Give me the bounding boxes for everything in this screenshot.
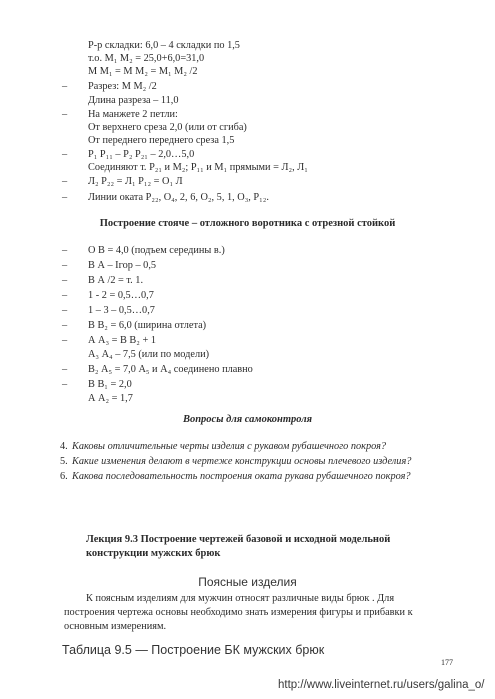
text-line: т.о. М₁ М₂ = 25,0+6,0=31,0 <box>88 53 205 64</box>
text-line: Линии оката Р₂₂, О₄, 2, 6, О₂, 5, 1, О₃, Р₁₂. <box>88 192 269 203</box>
question-number: 5. <box>60 456 68 467</box>
lecture-heading-line1: Лекция 9.3 Построение чертежей базовой и исходной модельной <box>86 534 391 545</box>
bullet-dash: – <box>62 305 68 316</box>
bullet-dash: – <box>62 149 68 160</box>
text-line: 1 – 3 – 0,5…0,7 <box>88 305 155 316</box>
collar-heading: Построение стояче – отложного воротника с отрезной стойкой <box>99 218 396 229</box>
bullet-dash: – <box>62 335 68 346</box>
text-line: В В₁ = 2,0 <box>88 379 132 390</box>
bullet-dash: – <box>62 176 68 187</box>
text-line: Р-р складки: 6,0 – 4 складки по 1,5 <box>88 40 240 51</box>
text-line: М М₁ = М М₂ = М₁ М₂ /2 <box>88 66 198 77</box>
bullet-dash: – <box>62 81 68 92</box>
text-line: Л₂ Р₂₂ = Л₁ Р₁₂ = О₁ Л <box>88 176 183 187</box>
bullet-dash: – <box>62 379 68 390</box>
question-text: Какие изменения делают в чертеже конструкции основы плечевого изделия? <box>72 456 412 467</box>
bullet-dash: – <box>62 109 68 120</box>
text-line: К поясным изделиям для мужчин относят различные виды брюк . Для <box>86 593 395 604</box>
text-line: От верхнего среза 2,0 (или от сгиба) <box>88 122 247 133</box>
page-number: 177 <box>441 658 453 667</box>
text-line: В₂ А₅ = 7,0 А₅ и А₄ соединено плавно <box>88 364 253 375</box>
text-line: 1 - 2 = 0,5…0,7 <box>88 290 154 301</box>
table-title: Таблица 9.5 — Построение БК мужских брюк <box>62 643 325 657</box>
text-line: О В = 4,0 (подъем середины в.) <box>88 245 225 256</box>
text-line: А А₂ = 1,7 <box>88 393 133 404</box>
section-title: Поясные изделия <box>198 575 297 589</box>
bullet-dash: – <box>62 290 68 301</box>
bullet-dash: – <box>62 260 68 271</box>
text-line: В А /2 = т. 1. <box>88 275 144 286</box>
text-line: В В₂ = 6,0 (ширина отлета) <box>88 320 207 331</box>
question-text: Какова последовательность построения оката рукава рубашечного покроя? <box>72 471 411 482</box>
text-line: Соединяют т. Р₂₁ и М₂; Р₁₁ и М₁ прямыми = Л₂, Л₁ <box>88 162 308 173</box>
footer-url[interactable]: http://www.liveinternet.ru/users/galina_o/ <box>278 679 485 691</box>
bullet-dash: – <box>62 275 68 286</box>
question-number: 4. <box>60 441 68 452</box>
questions-heading: Вопросы для самоконтроля <box>182 414 313 425</box>
question-text: Каковы отличительные черты изделия с рукавом рубашечного покроя? <box>72 441 387 452</box>
bullet-dash: – <box>62 192 68 203</box>
text-line: А А₃ = В В₂ + 1 <box>88 335 156 346</box>
text-line: В А – Iгор – 0,5 <box>88 260 157 271</box>
bullet-dash: – <box>62 320 68 331</box>
text-line: основным измерениям. <box>64 621 167 632</box>
bullet-dash: – <box>62 245 68 256</box>
text-line: На манжете 2 петли: <box>88 109 178 120</box>
text-line: Разрез: М М₂ /2 <box>88 81 157 92</box>
text-line: Р₁ Р₁₁ – Р₂ Р₂₁ – 2,0…5,0 <box>88 149 195 160</box>
bullet-dash: – <box>62 364 68 375</box>
text-line: От переднего переднего среза 1,5 <box>88 135 235 146</box>
text-line: А₃ А₄ – 7,5 (или по модели) <box>88 349 210 360</box>
text-line: построения чертежа основы необходимо знать измерения фигуры и прибавки к <box>64 607 413 618</box>
question-number: 6. <box>60 471 68 482</box>
text-line: Длина разреза – 11,0 <box>88 95 179 106</box>
lecture-heading-line2: конструкции мужских брюк <box>86 548 221 559</box>
